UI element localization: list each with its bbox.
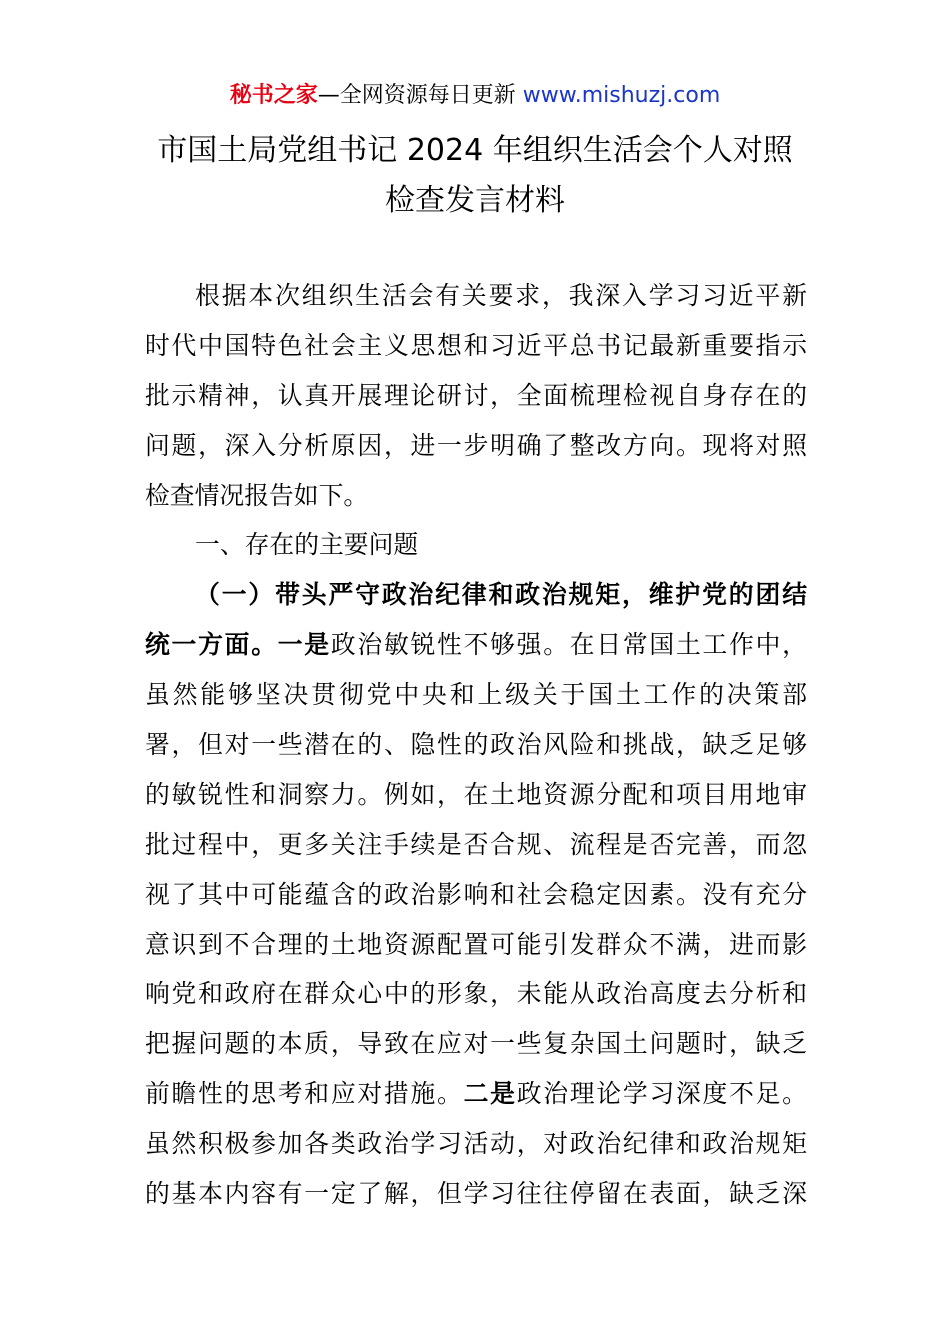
title-line-2: 检查发言材料 <box>385 183 565 218</box>
text-span: 前瞻性的思考和应对措施。 <box>145 1079 464 1109</box>
text-line: 虽然积极参加各类政治学习活动，对政治纪律和政治规矩 <box>145 1129 807 1159</box>
document-title <box>0 126 950 226</box>
site-url[interactable]: www.mishuzj.com <box>522 83 721 108</box>
site-brand: 秘书之家 <box>229 83 318 108</box>
text-line: 批过程中，更多关注手续是否合规、流程是否完善，而忽 <box>145 829 807 859</box>
section-heading: 一、存在的主要问题 <box>195 530 419 560</box>
text-line: 批示精神，认真开展理论研讨，全面梳理检视自身存在的 <box>145 380 807 410</box>
text-line <box>145 620 807 670</box>
text-line: 的敏锐性和洞察力。例如，在土地资源分配和项目用地审 <box>145 779 807 809</box>
text-line <box>145 1069 807 1119</box>
text-line: 把握问题的本质，导致在应对一些复杂国土问题时，缺乏 <box>145 1029 807 1059</box>
text-line: 根据本次组织生活会有关要求，我深入学习习近平新 <box>195 281 807 310</box>
title-line-1: 市国土局党组书记 2024 年组织生活会个人对照 <box>157 133 793 168</box>
site-header <box>0 80 950 112</box>
text-line: 时代中国特色社会主义思想和习近平总书记最新重要指示 <box>145 330 807 360</box>
text-line: 署，但对一些潜在的、隐性的政治风险和挑战，缺乏足够 <box>145 730 807 760</box>
text-line: 意识到不合理的土地资源配置可能引发群众不满，进而影 <box>145 929 807 959</box>
subsection-heading <box>145 570 807 620</box>
document-body <box>145 271 807 1219</box>
text-line: 虽然能够坚决贯彻党中央和上级关于国土工作的决策部 <box>145 680 807 710</box>
subsection-bold-text: 统一方面。一是 <box>145 630 331 660</box>
text-line: 响党和政府在群众心中的形象，未能从政治高度去分析和 <box>145 979 807 1009</box>
text-line: 视了其中可能蕴含的政治影响和社会稳定因素。没有充分 <box>145 879 807 909</box>
site-tagline: —全网资源每日更新 <box>317 83 523 108</box>
subsection-bold-text: （一）带头严守政治纪律和政治规矩，维护党的团结 <box>195 580 807 610</box>
text-span: 政治理论学习深度不足。 <box>516 1079 807 1109</box>
emphasis-text: 二是 <box>463 1079 517 1109</box>
text-line: 检查情况报告如下。 <box>145 480 369 510</box>
text-span: 政治敏锐性不够强。在日常国土工作中， <box>330 630 807 660</box>
text-line: 问题，深入分析原因，进一步明确了整改方向。现将对照 <box>145 430 807 460</box>
text-line: 的基本内容有一定了解，但学习往往停留在表面，缺乏深 <box>145 1179 807 1209</box>
